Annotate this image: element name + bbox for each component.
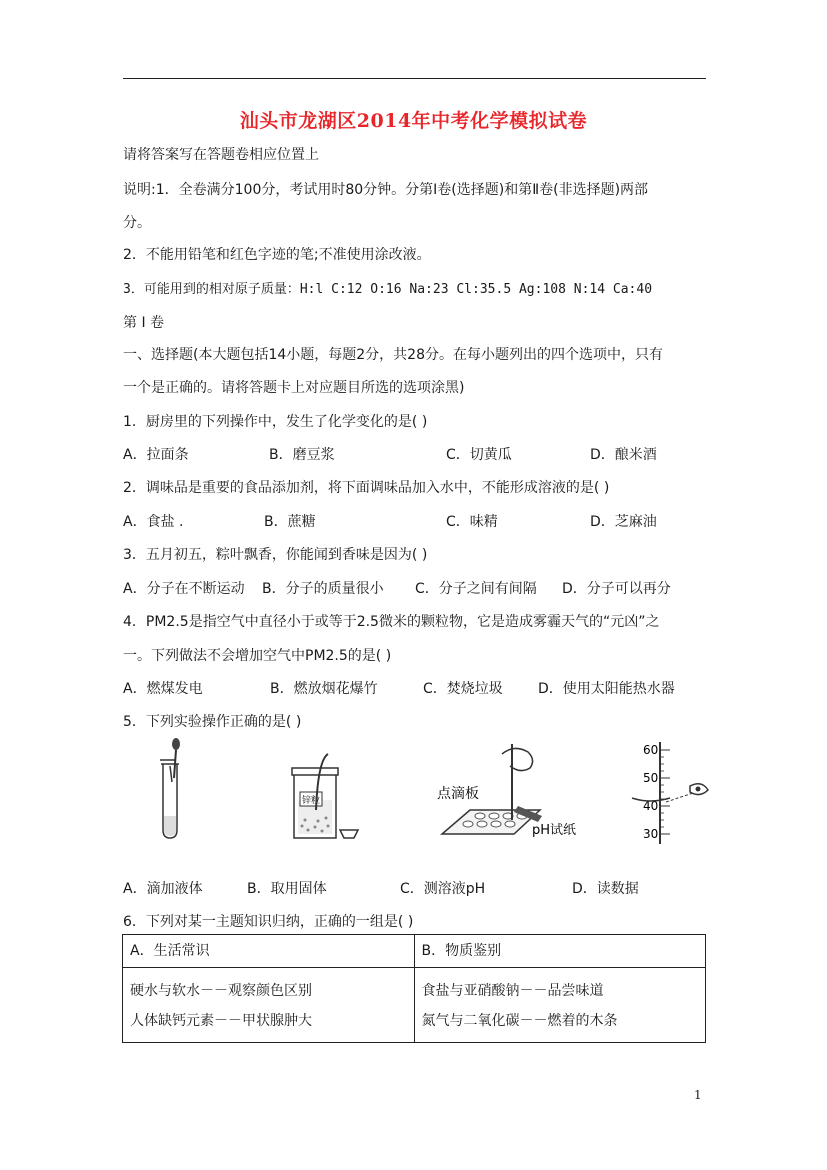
- section-heading-cont: 一个是正确的。请将答题卡上对应题目所选的选项涂黑): [123, 380, 465, 396]
- q5-option-b: B．取用固体: [247, 881, 327, 897]
- table-header-a: A．生活常识: [123, 935, 415, 968]
- table-cell-b: [414, 968, 706, 1043]
- q2-option-d: D．芝麻油: [590, 514, 657, 530]
- jar-label: 锌粒: [301, 796, 321, 806]
- table-cell-a: [123, 968, 415, 1043]
- page-number: 1: [694, 1088, 702, 1102]
- q1-option-b: B．磨豆浆: [269, 447, 335, 463]
- document-title: 汕头市龙湖区2014年中考化学模拟试卷: [239, 110, 588, 132]
- question-6-stem: 6．下列对某一主题知识归纳，正确的一组是( ): [123, 914, 414, 930]
- figure-reading-scale: [630, 740, 710, 846]
- question-5-stem: 5．下列实验操作正确的是( ): [123, 714, 302, 730]
- table-header-b: B．物质鉴别: [414, 935, 706, 968]
- instruction-line: 请将答案写在答题卷相应位置上: [123, 147, 319, 163]
- figure-taking-solid: [288, 750, 363, 842]
- scale-30: 30: [643, 827, 659, 841]
- note-2: 2．不能用铅笔和红色字迹的笔;不准使用涂改液。: [123, 247, 431, 263]
- question-1-stem: 1．厨房里的下列操作中，发生了化学变化的是( ): [123, 414, 428, 430]
- q5-option-c: C．测溶液pH: [400, 881, 486, 897]
- q5-option-a: A．滴加液体: [123, 881, 203, 897]
- question-4-stem-cont: 一。下列做法不会增加空气中PM2.5的是( ): [123, 648, 392, 664]
- table-b-row-2: 氮气与二氧化碳－－燃着的木条: [421, 1013, 618, 1029]
- q4-option-d: D．使用太阳能热水器: [538, 681, 675, 697]
- q3-option-a: A．分子在不断运动: [123, 581, 245, 597]
- table-a-row-2: 人体缺钙元素－－甲状腺肿大: [130, 1013, 312, 1029]
- question-4-stem: 4．PM2.5是指空气中直径小于或等于2.5微米的颗粒物，它是造成雾霾天气的“元凶”之: [123, 614, 660, 630]
- note-1: 说明:1．全卷满分100分，考试用时80分钟。分第Ⅰ卷(选择题)和第Ⅱ卷(非选择题)两部: [123, 182, 649, 198]
- q3-option-c: C．分子之间有间隔: [415, 581, 537, 597]
- scale-50: 50: [643, 771, 659, 785]
- q3-option-d: D．分子可以再分: [562, 581, 671, 597]
- q1-option-d: D．酿米酒: [590, 447, 657, 463]
- q2-option-a: A．食盐 .: [123, 514, 184, 530]
- spot-plate-label: 点滴板: [437, 786, 479, 802]
- note-3: 3．可能用到的相对原子质量：H:l C:12 O:16 Na:23 Cl:35.5 Ag:108 N:14 Ca:40: [123, 282, 653, 297]
- q2-option-b: B．蔗糖: [264, 514, 316, 530]
- q5-option-d: D．读数据: [572, 881, 639, 897]
- q1-option-a: A．拉面条: [123, 447, 189, 463]
- q4-option-c: C．焚烧垃圾: [423, 681, 503, 697]
- question-2-stem: 2．调味品是重要的食品添加剂，将下面调味品加入水中，不能形成溶液的是( ): [123, 480, 610, 496]
- table-a-row-1: 硬水与软水－－观察颜色区别: [130, 983, 312, 999]
- knowledge-table: [122, 934, 706, 1043]
- q4-option-a: A．燃煤发电: [123, 681, 203, 697]
- figure-measure-ph: [432, 736, 577, 846]
- section-heading: 一、选择题(本大题包括14小题，每题2分，共28分。在每小题列出的四个选项中，只有: [123, 347, 663, 363]
- ph-paper-label: pH试纸: [532, 823, 577, 838]
- scale-40: 40: [643, 799, 659, 813]
- scale-60: 60: [643, 743, 659, 757]
- q1-option-c: C．切黄瓜: [446, 447, 512, 463]
- table-b-row-1: 食盐与亚硝酸钠－－品尝味道: [421, 983, 604, 999]
- part-title: 第 Ⅰ 卷: [123, 315, 165, 331]
- q3-option-b: B．分子的质量很小: [262, 581, 384, 597]
- question-3-stem: 3．五月初五，粽叶飘香，你能闻到香味是因为( ): [123, 547, 428, 563]
- q2-option-c: C．味精: [446, 514, 498, 530]
- figure-dropping-liquid: [150, 738, 195, 843]
- header-rule: [123, 78, 706, 79]
- note-1-cont: 分。: [123, 215, 151, 231]
- q4-option-b: B．燃放烟花爆竹: [270, 681, 378, 697]
